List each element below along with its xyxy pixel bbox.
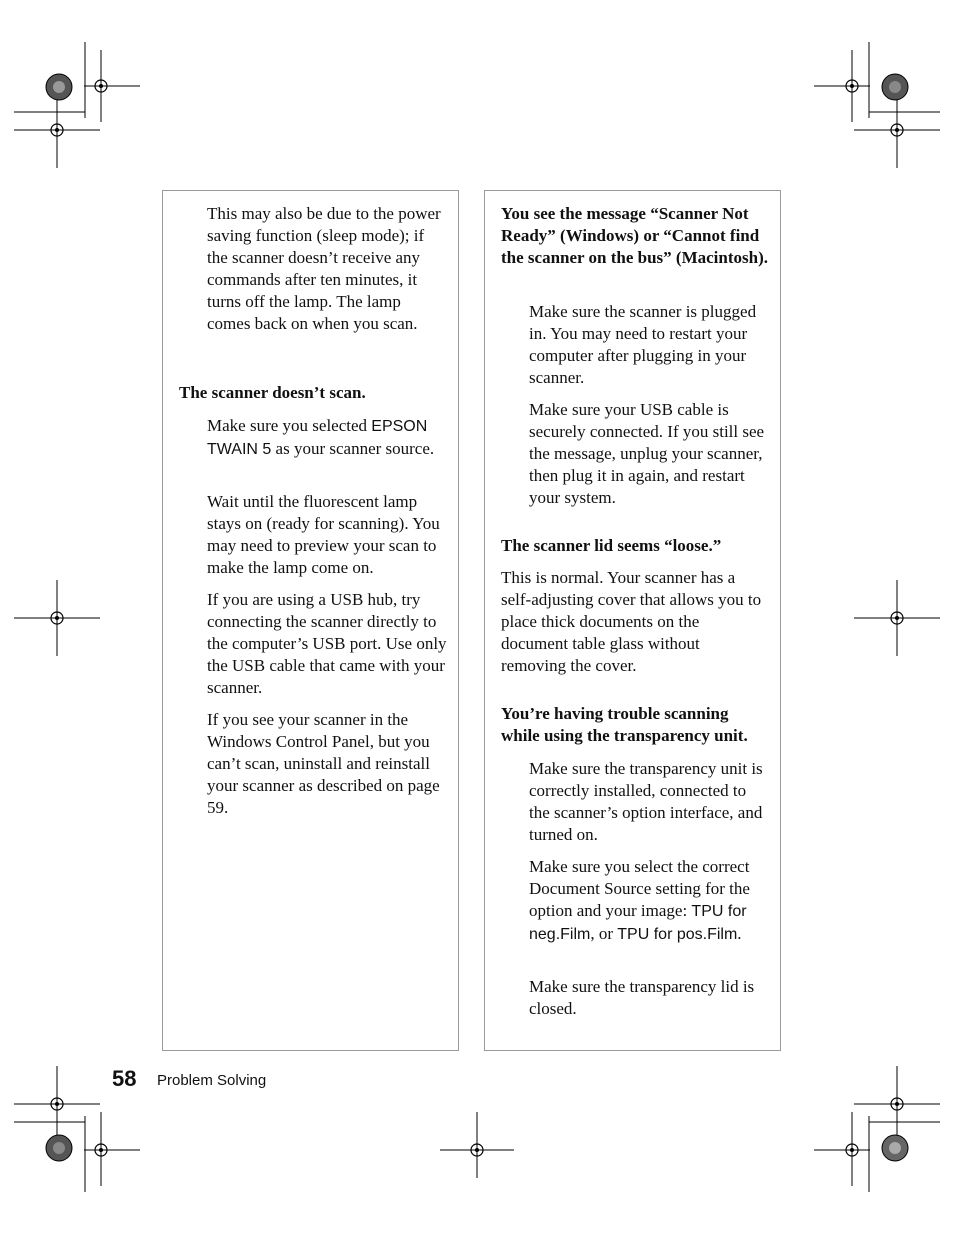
- paragraph: This is normal. Your scanner has a self-adjusting cover that allows you to place thick documents on the document table glass without removing the cover.: [501, 568, 762, 675]
- paragraph: If you are using a USB hub, try connecting the scanner directly to the computer’s USB port. Use only the USB cable that came with your scanner.: [207, 590, 447, 697]
- paragraph: Make sure you select the correct Document Source setting for the option and your image: TPU for neg.Film, or TPU for pos.Film.: [529, 857, 750, 943]
- section-label: Problem Solving: [157, 1072, 267, 1089]
- paragraph: If you see your scanner in the Windows Control Panel, but you can’t scan, uninstall and reinstall your scanner as described on page 59.: [207, 710, 440, 817]
- paragraph: Make sure the transparency unit is correctly installed, connected to the scanner’s option interface, and turned on.: [529, 759, 763, 844]
- paragraph: Wait until the fluorescent lamp stays on (ready for scanning). You may need to preview your scan to make the lamp come on.: [207, 492, 440, 577]
- code-text: EPSON TWAIN 5: [207, 418, 428, 458]
- section-heading: The scanner lid seems “loose.”: [501, 536, 722, 555]
- code-text: TPU for pos.Film: [617, 926, 738, 943]
- paragraph: Make sure the scanner is plugged in. You may need to restart your computer after plugging in your scanner.: [529, 302, 757, 387]
- paragraph: This may also be due to the power saving function (sleep mode); if the scanner doesn’t receive any commands after ten minutes, it turns off the lamp. The lamp comes back on when you scan.: [207, 204, 441, 333]
- section-heading: The scanner doesn’t scan.: [179, 383, 366, 402]
- section-heading: You’re having trouble scanning while using the transparency unit.: [501, 704, 748, 745]
- page-number: 58: [112, 1066, 137, 1091]
- paragraph: Make sure you selected EPSON TWAIN 5 as your scanner source.: [207, 416, 435, 458]
- paragraph: Make sure your USB cable is securely connected. If you still see the message, unplug your scanner, then plug it in again, and restart your system.: [529, 400, 765, 507]
- code-text: TPU for neg.Film: [529, 903, 747, 943]
- paragraph: Make sure the transparency lid is closed.: [529, 977, 755, 1018]
- section-heading: You see the message “Scanner Not Ready” (Windows) or “Cannot find the scanner on the bus” (Macintosh).: [501, 204, 768, 267]
